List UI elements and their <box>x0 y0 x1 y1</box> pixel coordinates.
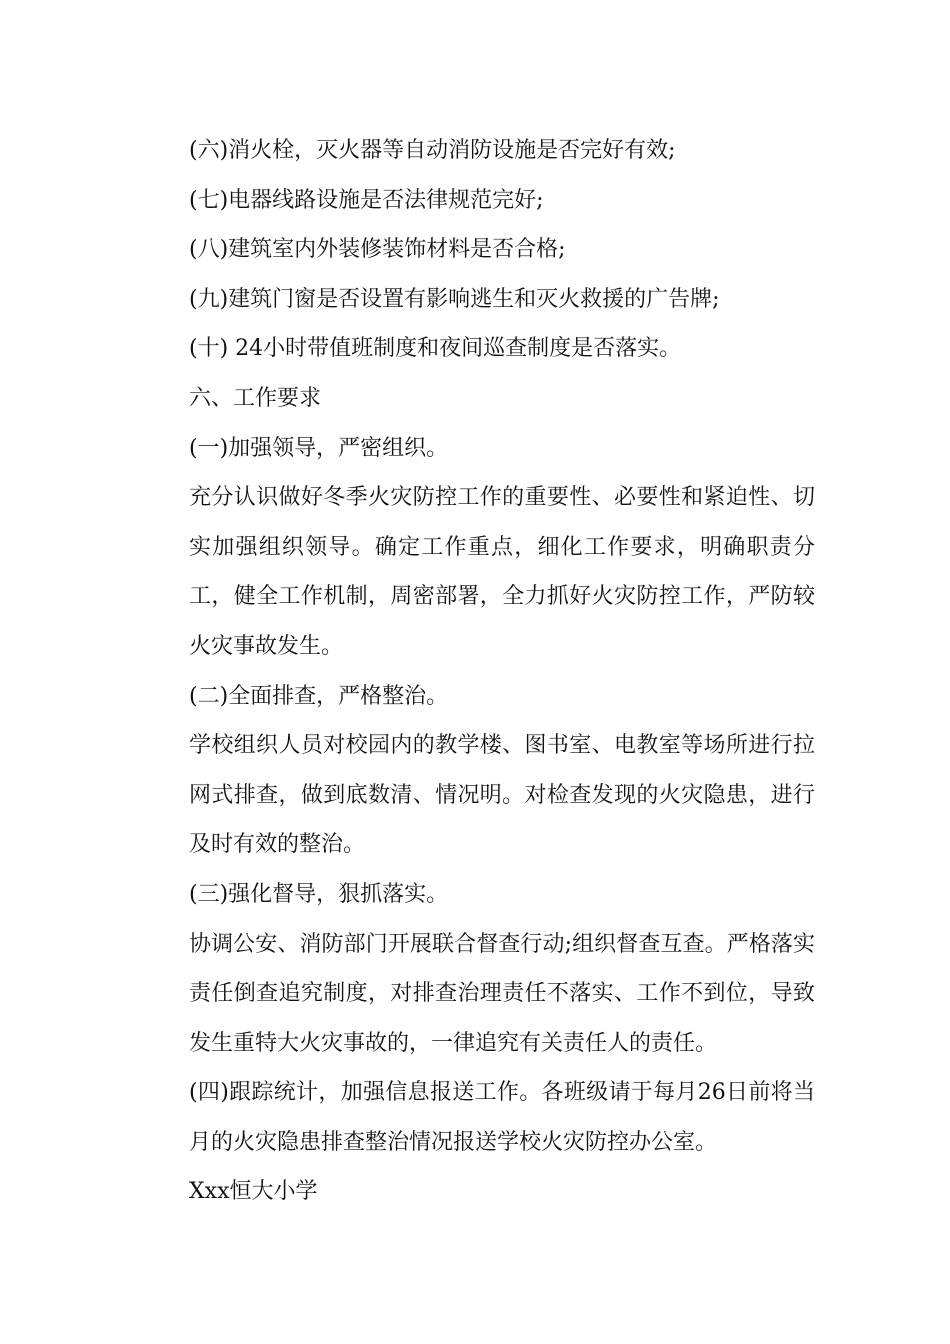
subheading-supervision: (三)强化督导，狠抓落实。 <box>189 881 449 907</box>
paragraph-item-7: (七)电器线路设施是否法律规范完好; <box>189 187 544 213</box>
paragraph-supervision: 协调公安、消防部门开展联合督查行动;组织督查互查。严格落实责任倒查追究制度，对排查治理责任不落实、工作不到位，导致发生重特大火灾事故的，一律追究有关责任人的责任。 <box>189 931 815 1056</box>
paragraph-inspection: 学校组织人员对校园内的教学楼、图书室、电教室等场所进行拉网式排查，做到底数清、情况明。对检查发现的火灾隐患，进行及时有效的整治。 <box>189 733 815 858</box>
paragraph-item-8: (八)建筑室内外装修装饰材料是否合格; <box>189 237 566 263</box>
signature-school-name: Xxx恒大小学 <box>189 1179 318 1205</box>
paragraph-item-10: (十) 24小时带值班制度和夜间巡查制度是否落实。 <box>189 336 682 362</box>
document-body <box>145 126 815 1217</box>
subheading-inspection: (二)全面排查，严格整治。 <box>189 683 449 709</box>
paragraph-item-6: (六)消火栓，灭火器等自动消防设施是否完好有效; <box>189 138 676 163</box>
paragraph-reporting: (四)跟踪统计，加强信息报送工作。各班级请于每月26日前将当月的火灾隐患排查整治情况报送学校火灾防控办公室。 <box>189 1080 815 1155</box>
subheading-leadership: (一)加强领导，严密组织。 <box>189 435 449 461</box>
paragraph-leadership: 充分认识做好冬季火灾防控工作的重要性、必要性和紧迫性、切实加强组织领导。确定工作重点，细化工作要求，明确职责分工，健全工作机制，周密部署，全力抓好火灾防控工作，严防较火灾事故发生。 <box>189 485 815 659</box>
section-heading-work-requirements: 六、工作要求 <box>189 385 322 411</box>
paragraph-item-9: (九)建筑门窗是否设置有影响逃生和灭火救援的广告牌; <box>189 286 720 312</box>
